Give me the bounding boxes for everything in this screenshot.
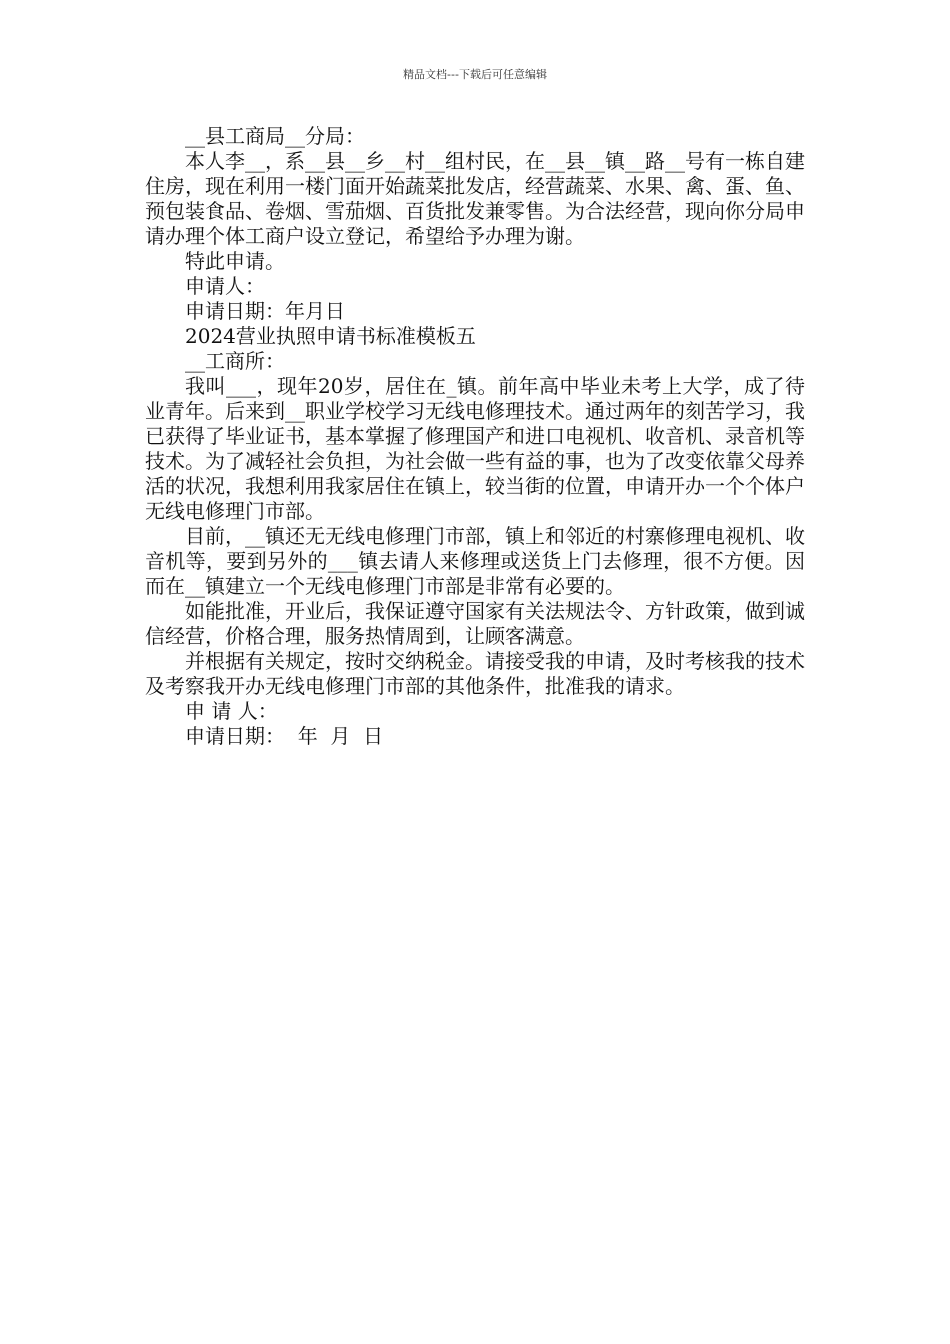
letter2-title: 2024营业执照申请书标准模板五: [185, 324, 476, 348]
letter2-applicant: 申 请 人：: [185, 699, 278, 723]
letter2-date: 申请日期： 年 月 日: [185, 724, 384, 748]
letter2-addressee: __工商所：: [185, 349, 285, 373]
letter1-body: 本人李__，系__县__乡__村__组村民，在__县__镇__路__号有一栋自建住房，现在利用一楼门面开始蔬菜批发店，经营蔬菜、水果、禽、蛋、鱼、预包装食品、卷烟、雪茄烟、百货批发兼零售。为合法经营，现向你分局申请办理个体工商户设立登记，希望给予办理为谢。: [145, 149, 805, 248]
letter1-applicant: 申请人：: [185, 274, 265, 298]
letter1-addressee: __县工商局__分局：: [185, 124, 365, 148]
letter2-paragraph-2: 目前，__镇还无无线电修理门市部，镇上和邻近的村寨修理电视机、收音机等，要到另外的___镇去请人来修理或送货上门去修理，很不方便。因而在__镇建立一个无线电修理门市部是非常有必要的。: [145, 524, 805, 598]
letter1-closing: 特此申请。: [185, 249, 285, 273]
page-header: 精品文档---下载后可任意编辑: [403, 68, 547, 81]
letter2-paragraph-4: 并根据有关规定，按时交纳税金。请接受我的申请，及时考核我的技术及考察我开办无线电修理门市部的其他条件，批准我的请求。: [145, 649, 805, 698]
letter1-date: 申请日期：年月日: [185, 299, 345, 323]
letter2-paragraph-3: 如能批准，开业后，我保证遵守国家有关法规法令、方针政策，做到诚信经营，价格合理，服务热情周到，让顾客满意。: [145, 599, 805, 648]
document-body: [145, 124, 805, 749]
letter2-paragraph-1: 我叫___，现年20岁，居住在_镇。前年高中毕业未考上大学，成了待业青年。后来到__职业学校学习无线电修理技术。通过两年的刻苦学习，我已获得了毕业证书，基本掌握了修理国产和进口电视机、收音机、录音机等技术。为了减轻社会负担，为社会做一些有益的事，也为了改变依靠父母养活的状况，我想利用我家居住在镇上，较当街的位置，申请开办一个个体户无线电修理门市部。: [145, 374, 805, 523]
